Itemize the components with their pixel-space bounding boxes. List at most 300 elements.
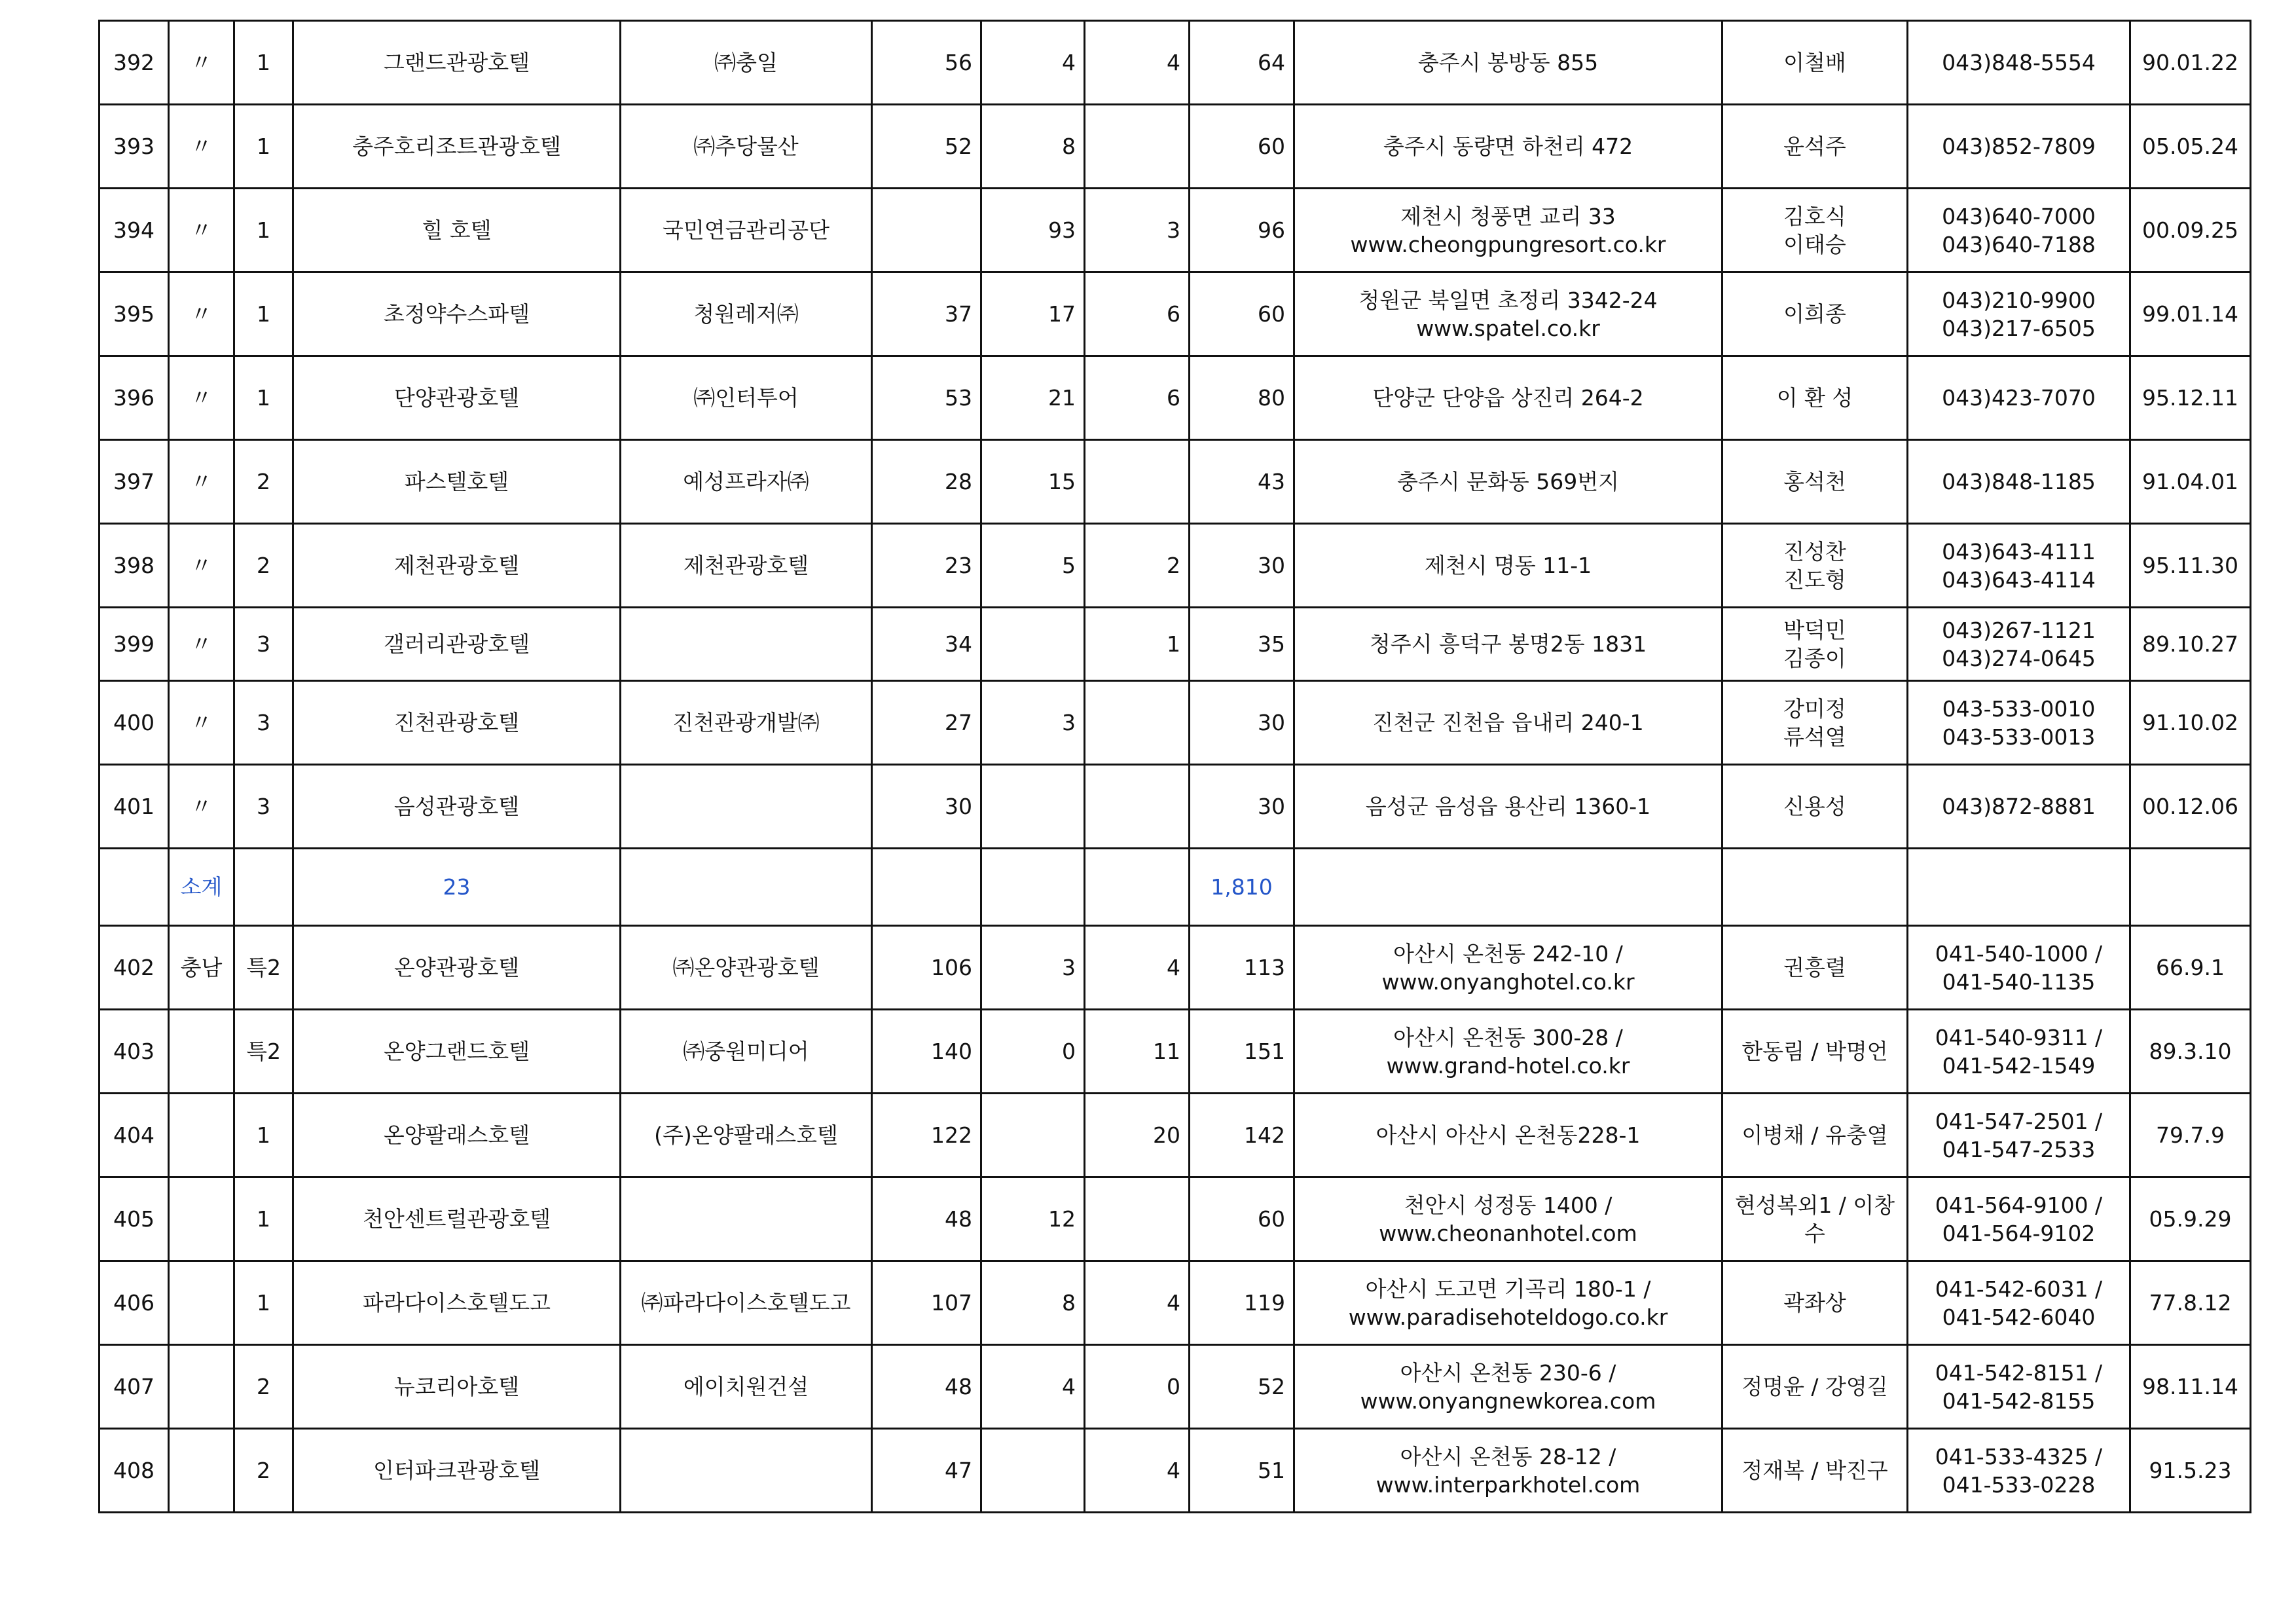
rooms-total-cell: 1,810 <box>1190 849 1294 926</box>
representative-line: 김종이 <box>1783 645 1846 671</box>
rooms-total-cell: 60 <box>1190 1177 1294 1261</box>
address-line: 충주시 문화동 569번지 <box>1397 469 1619 494</box>
region-cell <box>169 1261 234 1345</box>
address-cell <box>1294 189 1722 272</box>
rooms-total-cell: 80 <box>1190 356 1294 440</box>
region-cell: 〃 <box>169 21 234 105</box>
rooms-c-cell: 4 <box>1085 1429 1190 1513</box>
grade-cell: 1 <box>234 1094 293 1177</box>
phone-cell <box>1908 681 2130 765</box>
phone-cell <box>1908 1177 2130 1261</box>
rooms-c-cell: 6 <box>1085 356 1190 440</box>
rooms-c-cell <box>1085 105 1190 189</box>
address-cell <box>1294 1177 1722 1261</box>
rooms-a-cell <box>872 849 981 926</box>
rooms-a-cell: 122 <box>872 1094 981 1177</box>
hotel-name-cell: 온양팔래스호텔 <box>293 1094 621 1177</box>
registration-date-cell: 91.5.23 <box>2130 1429 2251 1513</box>
address-line: 아산시 온천동 300-28 / <box>1393 1024 1623 1050</box>
address-line: 충주시 동량면 하천리 472 <box>1383 134 1633 159</box>
phone-cell <box>1908 926 2130 1010</box>
phone-line: 043)872-8881 <box>1942 794 2096 819</box>
phone-line: 043)643-4114 <box>1942 566 2096 593</box>
registration-date-cell: 89.10.27 <box>2130 608 2251 681</box>
representative-cell <box>1722 608 1908 681</box>
rooms-a-cell: 52 <box>872 105 981 189</box>
table-row <box>100 926 2251 1010</box>
rooms-c-cell <box>1085 1177 1190 1261</box>
representative-line: 이철배 <box>1783 50 1846 75</box>
grade-cell: 1 <box>234 1261 293 1345</box>
representative-cell <box>1722 1177 1908 1261</box>
rooms-c-cell: 0 <box>1085 1345 1190 1429</box>
phone-line: 041-564-9102 <box>1942 1220 2096 1246</box>
company-cell: 진천관광개발㈜ <box>621 681 872 765</box>
row-number-cell: 395 <box>100 272 169 356</box>
hotel-name-cell: 인터파크관광호텔 <box>293 1429 621 1513</box>
hotel-name-cell: 뉴코리아호텔 <box>293 1345 621 1429</box>
grade-cell: 2 <box>234 1429 293 1513</box>
company-cell <box>621 765 872 849</box>
phone-line: 041-540-1135 <box>1942 969 2096 995</box>
address-line: 청원군 북일면 초정리 3342-24 <box>1358 287 1658 313</box>
hotel-name-cell: 23 <box>293 849 621 926</box>
rooms-c-cell: 4 <box>1085 1261 1190 1345</box>
representative-cell <box>1722 524 1908 608</box>
rooms-a-cell <box>872 189 981 272</box>
phone-line: 043)267-1121 <box>1942 617 2096 643</box>
registration-date-cell: 90.01.22 <box>2130 21 2251 105</box>
representative-line: 박덕민 <box>1783 617 1846 643</box>
address-line: 음성군 음성읍 용산리 1360-1 <box>1365 794 1651 819</box>
representative-cell <box>1722 1261 1908 1345</box>
region-cell: 〃 <box>169 272 234 356</box>
company-cell: ㈜중원미디어 <box>621 1010 872 1094</box>
region-cell: 〃 <box>169 189 234 272</box>
representative-line: 정재복 / 박진구 <box>1741 1458 1888 1483</box>
address-cell <box>1294 524 1722 608</box>
rooms-a-cell: 48 <box>872 1345 981 1429</box>
phone-line: 041-542-6031 / <box>1935 1276 2103 1302</box>
rooms-c-cell: 4 <box>1085 21 1190 105</box>
phone-line: 041-564-9100 / <box>1935 1192 2103 1218</box>
row-number-cell: 408 <box>100 1429 169 1513</box>
rooms-b-cell <box>981 849 1085 926</box>
registration-date-cell: 98.11.14 <box>2130 1345 2251 1429</box>
hotel-name-cell: 온양관광호텔 <box>293 926 621 1010</box>
region-cell: 〃 <box>169 440 234 524</box>
row-number-cell: 401 <box>100 765 169 849</box>
table-row <box>100 440 2251 524</box>
rooms-total-cell: 60 <box>1190 105 1294 189</box>
representative-line: 류석열 <box>1783 724 1846 750</box>
table-row <box>100 1010 2251 1094</box>
rooms-b-cell <box>981 1094 1085 1177</box>
phone-line: 041-542-8151 / <box>1935 1359 2103 1386</box>
rooms-a-cell: 140 <box>872 1010 981 1094</box>
region-cell: 〃 <box>169 524 234 608</box>
rooms-a-cell: 48 <box>872 1177 981 1261</box>
phone-line: 041-542-6040 <box>1942 1304 2096 1330</box>
grade-cell: 3 <box>234 765 293 849</box>
grade-cell: 2 <box>234 440 293 524</box>
rooms-total-cell: 64 <box>1190 21 1294 105</box>
rooms-c-cell: 2 <box>1085 524 1190 608</box>
row-number-cell: 397 <box>100 440 169 524</box>
rooms-total-cell: 35 <box>1190 608 1294 681</box>
table-row <box>100 105 2251 189</box>
table-row <box>100 1261 2251 1345</box>
row-number-cell: 403 <box>100 1010 169 1094</box>
rooms-b-cell: 8 <box>981 105 1085 189</box>
region-cell: 〃 <box>169 105 234 189</box>
representative-line: 곽좌상 <box>1783 1290 1846 1316</box>
representative-line: 권흥렬 <box>1783 955 1846 980</box>
company-cell: ㈜인터투어 <box>621 356 872 440</box>
phone-line: 043-533-0013 <box>1942 724 2096 750</box>
representative-line: 김호식 <box>1783 203 1846 229</box>
hotel-name-cell: 그랜드관광호텔 <box>293 21 621 105</box>
company-cell <box>621 1429 872 1513</box>
rooms-b-cell: 3 <box>981 926 1085 1010</box>
rooms-total-cell: 113 <box>1190 926 1294 1010</box>
company-cell: ㈜추당물산 <box>621 105 872 189</box>
registration-date-cell: 91.04.01 <box>2130 440 2251 524</box>
company-cell: 국민연금관리공단 <box>621 189 872 272</box>
address-cell <box>1294 926 1722 1010</box>
address-cell <box>1294 356 1722 440</box>
rooms-b-cell: 3 <box>981 681 1085 765</box>
company-cell <box>621 849 872 926</box>
table-row <box>100 21 2251 105</box>
hotel-name-cell: 파라다이스호텔도고 <box>293 1261 621 1345</box>
region-cell <box>169 1094 234 1177</box>
phone-line: 043)274-0645 <box>1942 645 2096 671</box>
company-cell <box>621 608 872 681</box>
rooms-total-cell: 43 <box>1190 440 1294 524</box>
phone-line: 043)217-6505 <box>1942 315 2096 341</box>
rooms-b-cell <box>981 1429 1085 1513</box>
grade-cell: 2 <box>234 524 293 608</box>
address-cell <box>1294 681 1722 765</box>
address-cell <box>1294 1429 1722 1513</box>
phone-cell <box>1908 1261 2130 1345</box>
phone-line: 043-533-0010 <box>1942 695 2096 722</box>
hotel-registry-table-container <box>98 20 2251 1513</box>
table-row <box>100 272 2251 356</box>
rooms-a-cell: 53 <box>872 356 981 440</box>
address-line: 제천시 명동 11-1 <box>1424 553 1592 578</box>
table-row <box>100 681 2251 765</box>
rooms-c-cell <box>1085 440 1190 524</box>
registration-date-cell: 66.9.1 <box>2130 926 2251 1010</box>
rooms-a-cell: 28 <box>872 440 981 524</box>
phone-line: 041-533-0228 <box>1942 1471 2096 1498</box>
grade-cell: 1 <box>234 105 293 189</box>
rooms-c-cell: 3 <box>1085 189 1190 272</box>
address-cell <box>1294 765 1722 849</box>
hotel-name-cell: 천안센트럴관광호텔 <box>293 1177 621 1261</box>
address-cell <box>1294 1345 1722 1429</box>
grade-cell: 1 <box>234 272 293 356</box>
rooms-total-cell: 52 <box>1190 1345 1294 1429</box>
registration-date-cell: 91.10.02 <box>2130 681 2251 765</box>
address-line: 천안시 성정동 1400 / <box>1404 1192 1613 1218</box>
grade-cell: 1 <box>234 1177 293 1261</box>
representative-line: 이 환 성 <box>1776 385 1853 411</box>
rooms-a-cell: 30 <box>872 765 981 849</box>
rooms-b-cell: 4 <box>981 1345 1085 1429</box>
hotel-name-cell: 온양그랜드호텔 <box>293 1010 621 1094</box>
phone-line: 041-540-9311 / <box>1935 1024 2103 1050</box>
rooms-a-cell: 56 <box>872 21 981 105</box>
phone-cell <box>1908 1094 2130 1177</box>
region-cell: 〃 <box>169 356 234 440</box>
row-number-cell: 405 <box>100 1177 169 1261</box>
region-cell <box>169 1177 234 1261</box>
row-number-cell: 406 <box>100 1261 169 1345</box>
table-row <box>100 1094 2251 1177</box>
address-line: 아산시 온천동 230-6 / <box>1400 1359 1616 1386</box>
table-row <box>100 524 2251 608</box>
hotel-name-cell: 충주호리조트관광호텔 <box>293 105 621 189</box>
hotel-name-cell: 힐 호텔 <box>293 189 621 272</box>
registration-date-cell: 99.01.14 <box>2130 272 2251 356</box>
phone-line: 043)848-1185 <box>1942 469 2096 494</box>
rooms-b-cell: 8 <box>981 1261 1085 1345</box>
phone-line: 043)423-7070 <box>1942 385 2096 411</box>
row-number-cell: 394 <box>100 189 169 272</box>
representative-cell <box>1722 849 1908 926</box>
registration-date-cell: 79.7.9 <box>2130 1094 2251 1177</box>
table-row <box>100 765 2251 849</box>
phone-cell <box>1908 1345 2130 1429</box>
row-number-cell: 396 <box>100 356 169 440</box>
rooms-b-cell: 93 <box>981 189 1085 272</box>
company-cell <box>621 1177 872 1261</box>
representative-cell <box>1722 272 1908 356</box>
representative-line: 수 <box>1804 1220 1825 1246</box>
address-line: 아산시 온천동 28-12 / <box>1400 1443 1616 1469</box>
rooms-total-cell: 51 <box>1190 1429 1294 1513</box>
grade-cell: 1 <box>234 21 293 105</box>
representative-cell <box>1722 440 1908 524</box>
address-line: 충주시 봉방동 855 <box>1417 50 1599 75</box>
phone-line: 043)643-4111 <box>1942 538 2096 564</box>
address-line: 제천시 청풍면 교리 33 <box>1400 203 1616 229</box>
rooms-b-cell: 0 <box>981 1010 1085 1094</box>
hotel-name-cell: 갤러리관광호텔 <box>293 608 621 681</box>
representative-cell <box>1722 1010 1908 1094</box>
registration-date-cell: 95.11.30 <box>2130 524 2251 608</box>
region-cell: 〃 <box>169 765 234 849</box>
address-cell <box>1294 1094 1722 1177</box>
representative-cell <box>1722 189 1908 272</box>
company-cell: 예성프라자㈜ <box>621 440 872 524</box>
phone-line: 041-547-2501 / <box>1935 1108 2103 1134</box>
row-number-cell <box>100 849 169 926</box>
registration-date-cell: 00.12.06 <box>2130 765 2251 849</box>
rooms-total-cell: 60 <box>1190 272 1294 356</box>
representative-line: 진도형 <box>1783 566 1846 593</box>
representative-cell <box>1722 21 1908 105</box>
phone-line: 041-547-2533 <box>1942 1136 2096 1162</box>
rooms-a-cell: 106 <box>872 926 981 1010</box>
row-number-cell: 407 <box>100 1345 169 1429</box>
representative-line: 이희종 <box>1783 301 1846 327</box>
region-cell <box>169 1429 234 1513</box>
hotel-name-cell: 단양관광호텔 <box>293 356 621 440</box>
phone-line: 043)640-7188 <box>1942 231 2096 257</box>
representative-line: 강미정 <box>1783 695 1846 722</box>
company-cell: (주)온양팔래스호텔 <box>621 1094 872 1177</box>
table-row <box>100 189 2251 272</box>
representative-line: 한동림 / 박명언 <box>1741 1039 1888 1064</box>
rooms-c-cell: 4 <box>1085 926 1190 1010</box>
table-row <box>100 356 2251 440</box>
phone-cell <box>1908 105 2130 189</box>
rooms-total-cell: 151 <box>1190 1010 1294 1094</box>
row-number-cell: 392 <box>100 21 169 105</box>
region-cell <box>169 1010 234 1094</box>
rooms-b-cell: 21 <box>981 356 1085 440</box>
rooms-b-cell: 4 <box>981 21 1085 105</box>
grade-cell: 특2 <box>234 1010 293 1094</box>
phone-cell <box>1908 356 2130 440</box>
representative-line: 홍석천 <box>1783 469 1846 494</box>
rooms-total-cell: 30 <box>1190 681 1294 765</box>
registration-date-cell: 89.3.10 <box>2130 1010 2251 1094</box>
company-cell: ㈜온양관광호텔 <box>621 926 872 1010</box>
row-number-cell: 393 <box>100 105 169 189</box>
representative-cell <box>1722 765 1908 849</box>
phone-line: 041-542-1549 <box>1942 1052 2096 1079</box>
phone-line: 043)848-5554 <box>1942 50 2096 75</box>
representative-line: 윤석주 <box>1783 134 1846 159</box>
row-number-cell: 398 <box>100 524 169 608</box>
registration-date-cell: 05.05.24 <box>2130 105 2251 189</box>
representative-cell <box>1722 926 1908 1010</box>
company-cell: 에이치원건설 <box>621 1345 872 1429</box>
row-number-cell: 404 <box>100 1094 169 1177</box>
rooms-c-cell <box>1085 681 1190 765</box>
phone-line: 043)210-9900 <box>1942 287 2096 313</box>
company-cell: ㈜파라다이스호텔도고 <box>621 1261 872 1345</box>
phone-cell <box>1908 1010 2130 1094</box>
address-line: 단양군 단양읍 상진리 264-2 <box>1372 385 1644 411</box>
registration-date-cell: 05.9.29 <box>2130 1177 2251 1261</box>
registration-date-cell: 95.12.11 <box>2130 356 2251 440</box>
rooms-total-cell: 30 <box>1190 765 1294 849</box>
phone-cell <box>1908 272 2130 356</box>
rooms-c-cell: 1 <box>1085 608 1190 681</box>
rooms-b-cell <box>981 608 1085 681</box>
rooms-b-cell: 12 <box>981 1177 1085 1261</box>
address-cell <box>1294 608 1722 681</box>
address-line: www.cheongpungresort.co.kr <box>1350 231 1666 257</box>
rooms-b-cell: 5 <box>981 524 1085 608</box>
rooms-a-cell: 107 <box>872 1261 981 1345</box>
address-line: 아산시 온천동 242-10 / <box>1393 940 1623 967</box>
table-row <box>100 1429 2251 1513</box>
address-line: 청주시 흥덕구 봉명2동 1831 <box>1369 631 1647 657</box>
representative-cell <box>1722 1345 1908 1429</box>
phone-line: 041-540-1000 / <box>1935 940 2103 967</box>
grade-cell: 2 <box>234 1345 293 1429</box>
representative-line: 정명윤 / 강영길 <box>1741 1374 1888 1399</box>
phone-cell <box>1908 1429 2130 1513</box>
row-number-cell: 402 <box>100 926 169 1010</box>
phone-cell <box>1908 524 2130 608</box>
rooms-total-cell: 96 <box>1190 189 1294 272</box>
address-cell <box>1294 849 1722 926</box>
region-cell: 충남 <box>169 926 234 1010</box>
hotel-name-cell: 초정약수스파텔 <box>293 272 621 356</box>
registration-date-cell: 77.8.12 <box>2130 1261 2251 1345</box>
address-line: www.grand-hotel.co.kr <box>1386 1052 1630 1079</box>
rooms-a-cell: 34 <box>872 608 981 681</box>
grade-cell: 3 <box>234 608 293 681</box>
region-cell: 소계 <box>169 849 234 926</box>
address-cell <box>1294 1010 1722 1094</box>
subtotal-row <box>100 849 2251 926</box>
rooms-c-cell <box>1085 849 1190 926</box>
row-number-cell: 399 <box>100 608 169 681</box>
rooms-total-cell: 142 <box>1190 1094 1294 1177</box>
grade-cell: 3 <box>234 681 293 765</box>
phone-cell <box>1908 21 2130 105</box>
region-cell <box>169 1345 234 1429</box>
grade-cell: 특2 <box>234 926 293 1010</box>
rooms-a-cell: 23 <box>872 524 981 608</box>
table-row <box>100 1345 2251 1429</box>
address-cell <box>1294 1261 1722 1345</box>
rooms-total-cell: 119 <box>1190 1261 1294 1345</box>
region-cell: 〃 <box>169 681 234 765</box>
rooms-b-cell: 17 <box>981 272 1085 356</box>
hotel-registry-table <box>98 20 2251 1513</box>
table-row <box>100 1177 2251 1261</box>
representative-line: 진성찬 <box>1783 538 1846 564</box>
representative-cell <box>1722 681 1908 765</box>
rooms-b-cell: 15 <box>981 440 1085 524</box>
grade-cell: 1 <box>234 189 293 272</box>
company-cell: ㈜충일 <box>621 21 872 105</box>
address-line: 진천군 진천읍 읍내리 240-1 <box>1372 710 1644 735</box>
representative-line: 신용성 <box>1783 794 1846 819</box>
rooms-a-cell: 37 <box>872 272 981 356</box>
rooms-c-cell: 6 <box>1085 272 1190 356</box>
phone-cell <box>1908 849 2130 926</box>
hotel-name-cell: 제천관광호텔 <box>293 524 621 608</box>
address-line: www.spatel.co.kr <box>1416 315 1600 341</box>
phone-line: 041-533-4325 / <box>1935 1443 2103 1469</box>
grade-cell: 1 <box>234 356 293 440</box>
address-cell <box>1294 105 1722 189</box>
phone-cell <box>1908 440 2130 524</box>
phone-line: 043)852-7809 <box>1942 134 2096 159</box>
representative-cell <box>1722 1429 1908 1513</box>
phone-line: 043)640-7000 <box>1942 203 2096 229</box>
company-cell: 청원레저㈜ <box>621 272 872 356</box>
address-line: 아산시 도고면 기곡리 180-1 / <box>1365 1276 1651 1302</box>
region-cell: 〃 <box>169 608 234 681</box>
registration-date-cell <box>2130 849 2251 926</box>
table-row <box>100 608 2251 681</box>
address-line: www.onyangnewkorea.com <box>1360 1388 1656 1414</box>
phone-cell <box>1908 189 2130 272</box>
representative-cell <box>1722 105 1908 189</box>
